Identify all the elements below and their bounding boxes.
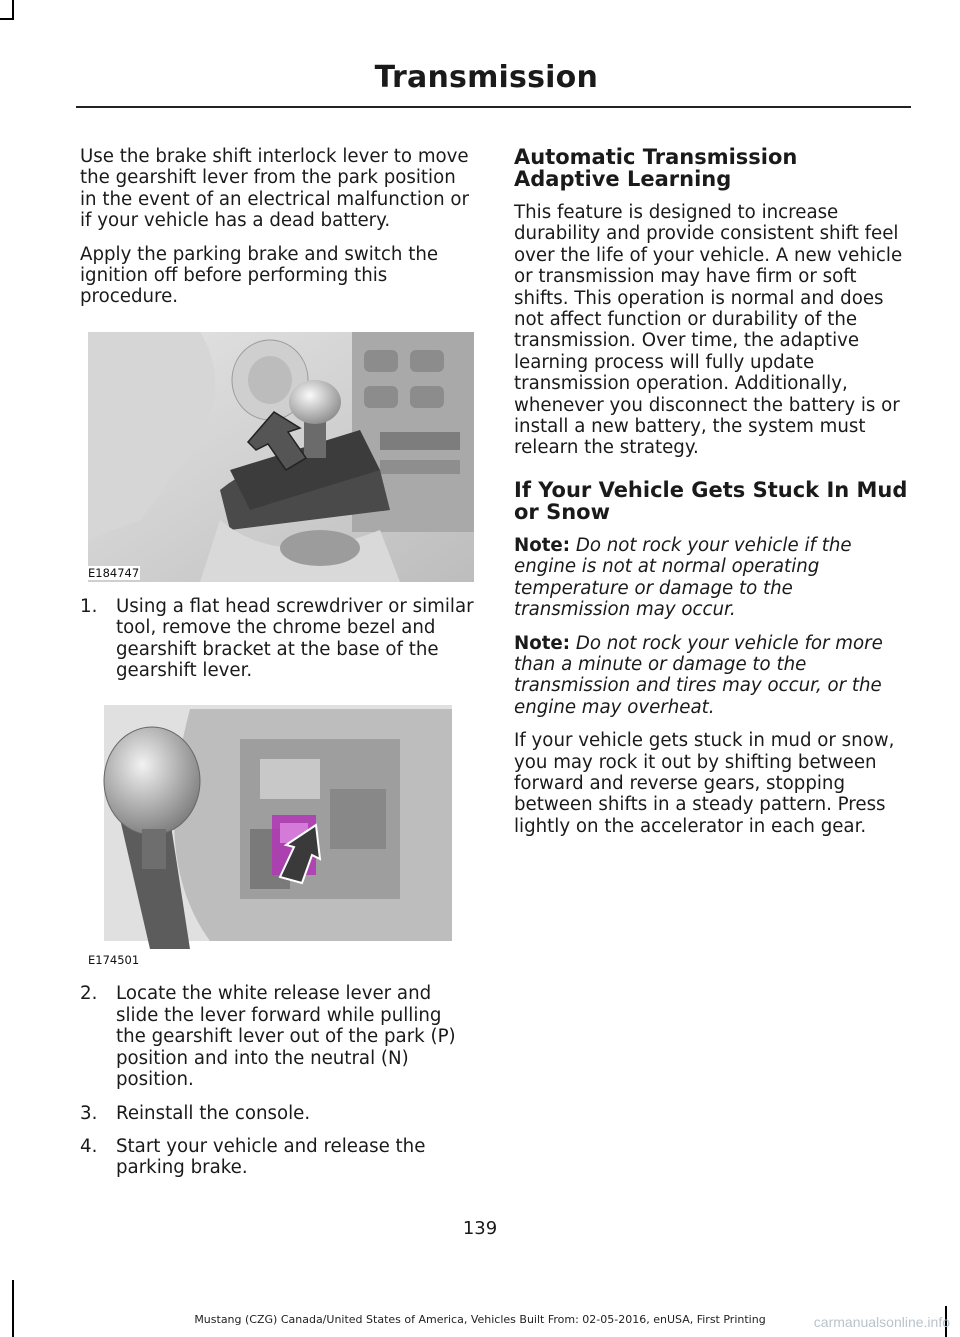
step-number: 3. bbox=[80, 1102, 98, 1124]
page-number: 139 bbox=[462, 1218, 498, 1239]
note-label: Note: bbox=[514, 632, 571, 654]
section-heading-adaptive-learning: Automatic Transmission Adaptive Learning bbox=[514, 145, 798, 191]
note-text: Do not rock your vehicle for more than a minute or damage to the transmission and tires may occur, or the engine may overheat. bbox=[514, 632, 883, 718]
intro-paragraph-2: Apply the parking brake and switch the ignition off before performing this procedure. bbox=[80, 243, 439, 308]
right-column bbox=[514, 146, 910, 849]
steps-list-b bbox=[80, 983, 476, 1178]
watermark: carmanualsonline.info bbox=[813, 1314, 950, 1330]
step-number: 1. bbox=[80, 595, 98, 617]
console-illustration bbox=[80, 320, 476, 588]
page-title: Transmission bbox=[374, 60, 598, 95]
step-text: Start your vehicle and release the parking brake. bbox=[116, 1135, 426, 1179]
section-heading-stuck-in-mud: If Your Vehicle Gets Stuck In Mud or Snow bbox=[514, 477, 908, 524]
intro-paragraph-1: Use the brake shift interlock lever to move the gearshift lever from the park position in the event of an electrical malfunction or if your vehicle has a dead battery. bbox=[80, 146, 470, 232]
note-text: Do not rock your vehicle if the engine is not at normal operating temperature or damage to the transmission may occur. bbox=[514, 534, 852, 621]
footer-text: Mustang (CZG) Canada/United States of America, Vehicles Built From: 02-05-2016, enUSA, First Printing bbox=[194, 1313, 766, 1326]
crop-mark-top-left bbox=[12, 0, 14, 20]
stuck-in-mud-paragraph: If your vehicle gets stuck in mud or snow, you may rock it out by shifting between forward and reverse gears, stopping between shifts in a steady pattern. Press lightly on the accelerator in each gear. bbox=[514, 730, 895, 837]
step-text: Reinstall the console. bbox=[116, 1102, 311, 1124]
release-lever-illustration bbox=[80, 699, 476, 975]
figure-release-lever-illustration bbox=[80, 699, 476, 975]
note-2 bbox=[514, 633, 910, 719]
step-text: Using a flat head screwdriver or similar tool, remove the chrome bezel and gearshift bracket at the base of the gearshift lever. bbox=[116, 595, 474, 682]
figure-code-2: E174501 bbox=[88, 953, 140, 968]
step-3 bbox=[80, 1103, 476, 1124]
step-4 bbox=[80, 1136, 476, 1179]
step-1 bbox=[80, 596, 476, 682]
figure-code-1: E184747 bbox=[88, 565, 140, 580]
note-label: Note: bbox=[514, 534, 571, 556]
header-rule bbox=[76, 106, 911, 108]
note-1 bbox=[514, 535, 910, 621]
figure-console-illustration bbox=[80, 320, 476, 588]
step-number: 4. bbox=[80, 1135, 98, 1157]
step-number: 2. bbox=[80, 983, 98, 1005]
crop-mark-top-left-h bbox=[0, 18, 14, 20]
left-column bbox=[80, 146, 476, 1191]
steps-list-a bbox=[80, 596, 476, 682]
crop-mark-bottom-left bbox=[12, 1280, 14, 1337]
adaptive-learning-paragraph: This feature is designed to increase durability and provide consistent shift feel over the life of your vehicle. A new vehicle or transmission may have firm or soft shifts. This operation is normal and does not affect function or durability of the transmission. Over time, the adaptive learning process will fully update transmission operation. Additionally, whenever you disconnect the battery is or install a new battery, the system must relearn the strategy. bbox=[514, 202, 903, 459]
step-2 bbox=[80, 983, 476, 1090]
step-text: Locate the white release lever and slide the lever forward while pulling the gearshift lever out of the park (P) position and into the neutral (N) position. bbox=[116, 983, 456, 1091]
